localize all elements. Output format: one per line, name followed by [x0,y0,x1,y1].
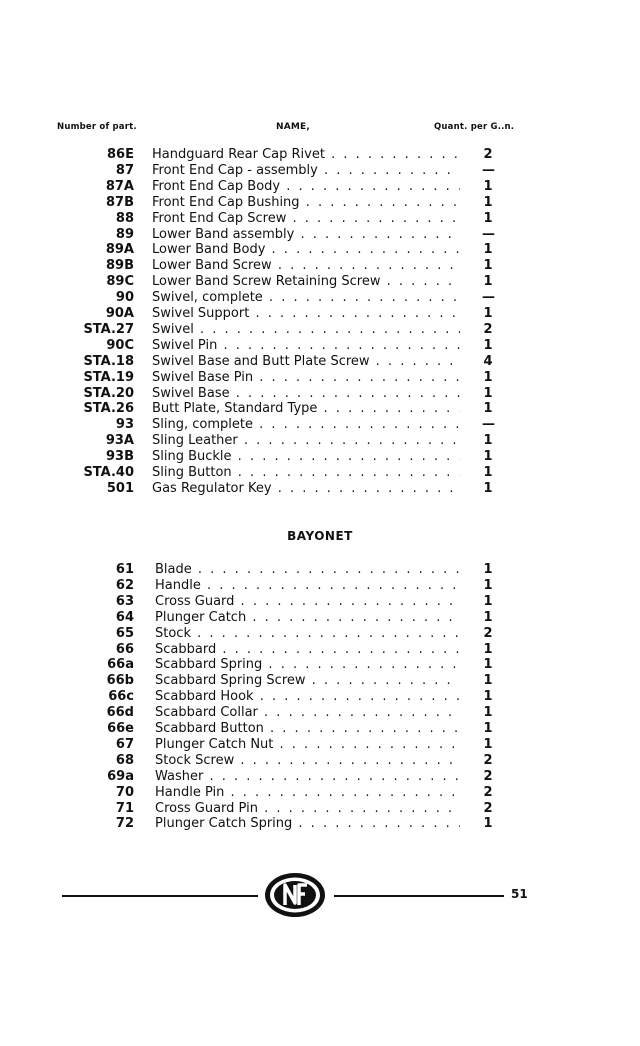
part-name: Scabbard . . . [155,642,460,658]
part-row [0,785,640,801]
part-number: 89C [106,274,134,290]
part-name: Lower Band Screw . . . [152,258,460,274]
part-row [0,705,640,721]
part-row [0,481,640,497]
part-name: Front End Cap Body . . . [152,179,460,195]
part-quantity: — [482,417,495,433]
part-row [0,433,640,449]
part-row [0,753,640,769]
part-name: Handle Pin . . . [155,785,460,801]
part-name: Gas Regulator Key . . . [152,481,460,497]
part-row [0,417,640,433]
part-name: Stock Screw . . . [155,753,460,769]
part-number: 87B [106,194,134,210]
part-name: Plunger Catch Nut . . . [155,737,460,753]
part-quantity: 1 [483,210,493,226]
part-row [0,354,640,370]
part-name: Lower Band assembly . . . [152,227,460,243]
part-number: 87 [115,162,134,178]
part-row [0,147,640,163]
part-quantity: 1 [483,721,493,736]
part-quantity: 1 [483,194,493,210]
part-name: Front End Cap Bushing . . . [152,195,460,211]
part-quantity: 1 [483,689,493,705]
part-name: Lower Band Body . . . [152,242,460,258]
part-name: Sling Leather . . . [152,433,460,449]
part-quantity: 2 [483,768,493,784]
part-name: Scabbard Spring . . . [155,657,460,673]
part-number: 89B [106,258,134,274]
part-number: 63 [115,593,134,609]
part-row [0,594,640,610]
part-number: 89 [115,226,134,242]
part-row [0,338,640,354]
part-quantity: 1 [483,562,493,577]
part-name: Blade . . . [155,562,460,578]
part-number: STA.27 [83,321,134,337]
part-quantity: 1 [483,178,493,194]
part-row [0,179,640,195]
part-number: 70 [115,784,134,800]
part-quantity: 1 [483,306,493,321]
part-row [0,562,640,578]
part-number: STA.20 [83,385,134,401]
part-row [0,449,640,465]
fn-monogram-logo [263,871,327,919]
part-quantity: 1 [483,577,493,593]
part-name: Front End Cap Screw . . . [152,211,460,227]
part-row [0,322,640,338]
part-number: 501 [106,480,134,496]
part-row [0,163,640,179]
part-row [0,370,640,386]
part-name: Handle . . . [155,578,460,594]
part-number: 66c [108,689,134,705]
part-quantity: 1 [483,449,493,465]
part-quantity: 2 [483,800,493,816]
part-number: 69a [107,768,134,784]
footer-rule-left [62,895,258,897]
header-name-label: NAME, [276,122,311,132]
part-row [0,401,640,417]
part-quantity: 1 [483,369,493,385]
part-row [0,657,640,673]
part-number: STA.26 [83,401,134,417]
part-name: Cross Guard . . . [155,594,460,610]
part-row [0,211,640,227]
part-quantity: 1 [483,401,493,417]
part-quantity: 1 [483,657,493,673]
part-name: Scabbard Button . . . [155,721,460,737]
part-number: 87A [105,178,134,194]
part-number: STA.19 [83,369,134,385]
part-name: Sling Button . . . [152,465,460,481]
part-name: Washer . . . [155,769,460,785]
bayonet-section-title: BAYONET [287,529,353,543]
part-row [0,801,640,817]
part-name: Plunger Catch Spring . . . [155,816,460,832]
part-row [0,816,640,832]
part-quantity: 1 [483,242,493,258]
part-number: 66a [107,657,134,673]
part-row [0,227,640,243]
part-number: 86E [107,147,134,162]
part-quantity: 1 [483,385,493,401]
part-row [0,769,640,785]
part-row [0,626,640,642]
part-number: 68 [115,752,134,768]
part-quantity: 1 [483,274,493,290]
part-quantity: — [482,226,495,242]
part-name: Cross Guard Pin . . . [155,801,460,817]
part-number: STA.18 [83,353,134,369]
part-quantity: 2 [483,321,493,337]
part-row [0,195,640,211]
part-number: 93 [115,417,134,433]
part-number: 66b [106,673,134,689]
part-quantity: 1 [483,705,493,721]
part-row [0,673,640,689]
header-quantity-label: Quant. per G..n. [434,122,515,132]
part-quantity: 1 [483,480,493,496]
part-number: 72 [115,816,134,832]
part-row [0,274,640,290]
part-quantity: 1 [483,609,493,625]
part-name: Handguard Rear Cap Rivet . . . [152,147,460,163]
part-row [0,610,640,626]
part-number: 66d [106,705,134,721]
part-name: Plunger Catch . . . [155,610,460,626]
part-row [0,642,640,658]
part-quantity: 1 [483,465,493,480]
part-name: Front End Cap - assembly . . . [152,163,460,179]
part-name: Lower Band Screw Retaining Screw . . . [152,274,460,290]
part-quantity: 1 [483,673,493,689]
part-quantity: — [482,290,495,306]
part-number: 90 [115,290,134,306]
part-number: 64 [115,609,134,625]
part-number: 89A [105,242,134,258]
part-name: Scabbard Hook . . . [155,689,460,705]
part-quantity: 1 [483,816,493,832]
header-number-label: Number of part. [57,122,137,132]
part-number: 93A [105,433,134,449]
part-name: Sling, complete . . . [152,417,460,433]
part-number: 65 [115,625,134,641]
part-quantity: 1 [483,641,493,657]
part-row [0,258,640,274]
part-name: Scabbard Spring Screw . . . [155,673,460,689]
part-quantity: 4 [483,353,493,369]
part-row [0,306,640,322]
part-name: Sling Buckle . . . [152,449,460,465]
part-quantity: 1 [483,258,493,274]
footer-rule-right [334,895,504,897]
part-name: Swivel Base . . . [152,386,460,402]
part-number: 66 [115,641,134,657]
part-quantity: 1 [483,736,493,752]
part-name: Swivel Pin . . . [152,338,460,354]
part-name: Scabbard Collar . . . [155,705,460,721]
part-quantity: 1 [483,593,493,609]
part-quantity: 1 [483,433,493,449]
page-number: 51 [511,887,528,901]
part-number: 66e [107,721,134,736]
part-quantity: 1 [483,337,493,353]
part-row [0,721,640,737]
part-name: Swivel Base and Butt Plate Screw . . . [152,354,460,370]
part-row [0,386,640,402]
part-name: Stock . . . [155,626,460,642]
part-row [0,737,640,753]
part-number: 90A [105,306,134,321]
part-name: Butt Plate, Standard Type . . . [152,401,460,417]
part-quantity: 2 [483,147,493,162]
part-quantity: 2 [483,784,493,800]
part-row [0,578,640,594]
part-quantity: — [482,162,495,178]
part-number: 67 [115,736,134,752]
part-quantity: 2 [483,752,493,768]
part-number: 90C [106,337,134,353]
part-row [0,689,640,705]
part-name: Swivel . . . [152,322,460,338]
part-number: 61 [115,562,134,577]
part-name: Swivel Support . . . [152,306,460,322]
part-number: 71 [115,800,134,816]
part-number: STA.40 [83,465,134,480]
part-name: Swivel Base Pin . . . [152,370,460,386]
part-number: 62 [115,577,134,593]
part-row [0,465,640,481]
part-row [0,242,640,258]
part-number: 93B [106,449,134,465]
part-quantity: 2 [483,625,493,641]
part-name: Swivel, complete . . . [152,290,460,306]
part-number: 88 [115,210,134,226]
part-row [0,290,640,306]
